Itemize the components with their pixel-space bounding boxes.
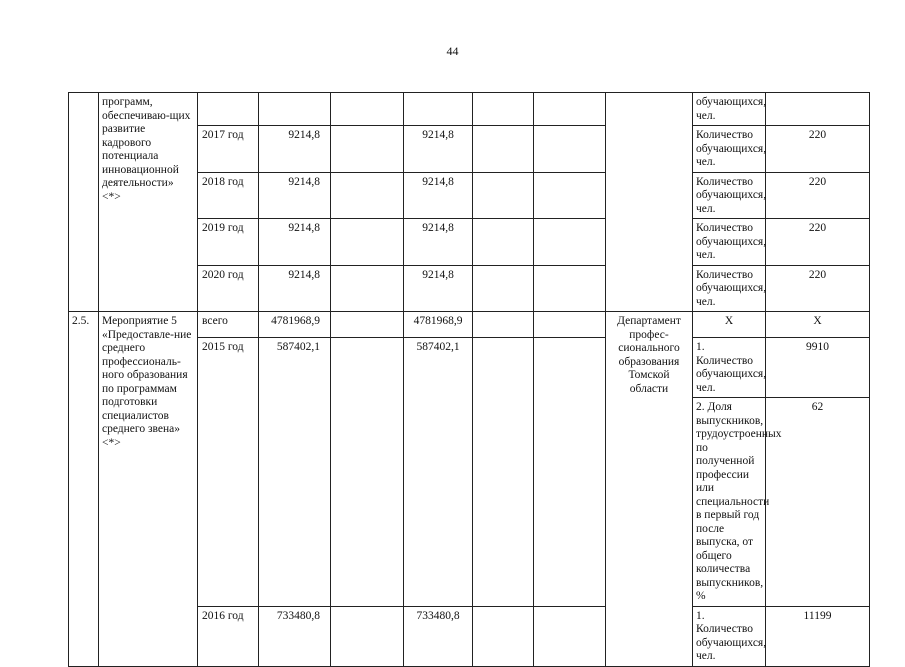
indicator-value: 9910: [766, 338, 870, 398]
indicator-cell: Количество обучающихся, чел.: [693, 265, 766, 312]
indicator-value: 220: [766, 172, 870, 219]
table-row: 2017 год 9214,8 9214,8 Количество обучающихся, чел. 220: [69, 126, 870, 173]
budget-table: [68, 92, 870, 667]
table-row: 2020 год 9214,8 9214,8 Количество обучающихся, чел. 220: [69, 265, 870, 312]
table-row: 2015 год 587402,1 587402,1 1. Количество обучающихся, чел. 9910: [69, 338, 870, 398]
indicator-value: 62: [766, 398, 870, 607]
indicator-value: 220: [766, 126, 870, 173]
item-name-cell: Мероприятие 5 «Предоставле-ние среднего профессиональ-ного образования по программам подготовки специалистов среднего звена» <*>: [99, 312, 198, 667]
indicator-value: [766, 93, 870, 126]
indicator-cell: 1. Количество обучающихся, чел.: [693, 338, 766, 398]
indicator-cell: 2. Доля выпускников, трудоустроенных по полученной профессии или специальности в первый год после выпуска, от общего количества выпускников, %: [693, 398, 766, 607]
table-row: 2016 год 733480,8 733480,8 1. Количество обучающихся, чел. 11199: [69, 606, 870, 666]
executor-cell: Департамент профес-сионального образования Томской области: [606, 312, 693, 667]
page-number: 44: [446, 44, 459, 58]
item-name-cell: программ, обеспечиваю-щих развитие кадрового потенциала инновационной деятельности» <*>: [99, 93, 198, 312]
indicator-cell: обучающихся, чел.: [693, 93, 766, 126]
table-row: [69, 93, 870, 126]
table-row: 2018 год 9214,8 9214,8 Количество обучающихся, чел. 220: [69, 172, 870, 219]
item-number-cell: 2.5.: [69, 312, 99, 667]
indicator-value: 11199: [766, 606, 870, 666]
indicator-cell: Количество обучающихся, чел.: [693, 126, 766, 173]
table-row: 2019 год 9214,8 9214,8 Количество обучающихся, чел. 220: [69, 219, 870, 266]
indicator-value: 220: [766, 265, 870, 312]
indicator-cell: 1. Количество обучающихся, чел.: [693, 606, 766, 666]
indicator-cell: Количество обучающихся, чел.: [693, 172, 766, 219]
executor-cell: [606, 93, 693, 312]
indicator-value: Х: [766, 312, 870, 338]
item-number-cell: [69, 93, 99, 312]
indicator-value: 220: [766, 219, 870, 266]
indicator-cell: Количество обучающихся, чел.: [693, 219, 766, 266]
table-row: 2.5. Мероприятие 5 «Предоставле-ние среднего профессиональ-ного образования по программам подготовки специалистов среднего звена» <*> всего 4781968,9 4781968,9 Департамент профес-сионального образования Томской области Х Х: [69, 312, 870, 338]
indicator-cell: Х: [693, 312, 766, 338]
